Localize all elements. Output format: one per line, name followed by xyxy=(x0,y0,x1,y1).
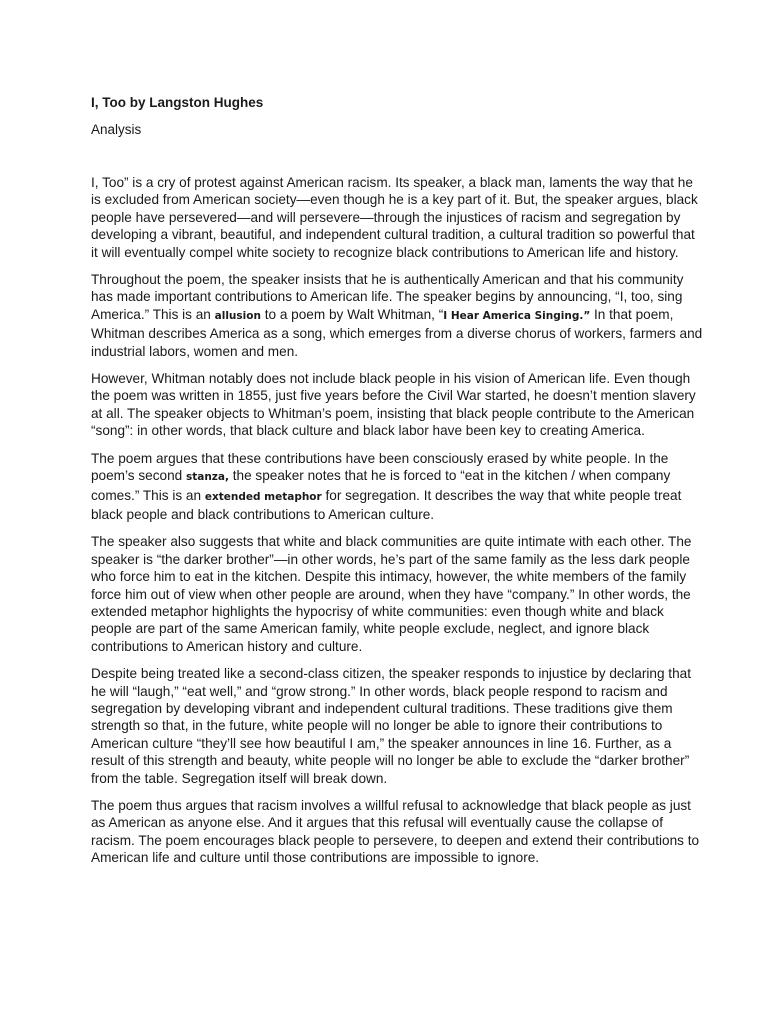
paragraph xyxy=(91,533,705,655)
paragraph xyxy=(91,370,705,440)
paragraph-text: the speaker notes that he is forced to “eat in the kitchen / when company comes.” This is an xyxy=(91,468,671,503)
paragraph xyxy=(91,450,705,524)
literary-term: I Hear America Singing.” xyxy=(443,309,591,322)
paragraph xyxy=(91,797,705,867)
paragraph-text: I, Too” is a cry of protest against American racism. Its speaker, a black man, laments the way that he is excluded from American society—even though he is a key part of it. But, the speaker argues, black people have persevered—and will persevere—through the injustices of racism and segregation by developing a vibrant, beautiful, and independent cultural tradition, a cultural tradition so powerful that it will eventually compel white society to recognize black contributions to American life and history. xyxy=(91,175,698,260)
literary-term: allusion xyxy=(214,309,261,322)
paragraph-text: Throughout the poem, the speaker insists that he is authentically American and that his community has made important contributions to American life. The speaker begins by announcing, “I, too, sing America.” This is an xyxy=(91,272,684,322)
paragraph xyxy=(91,174,705,261)
literary-term: extended metaphor xyxy=(204,490,322,503)
document-page xyxy=(91,94,705,877)
paragraph-text: Despite being treated like a second-class citizen, the speaker responds to injustice by declaring that he will “laugh,” “eat well,” and “grow strong.” In other words, black people respond to racism and segregation by developing vibrant and independent cultural traditions. These traditions give them strength so that, in the future, white people will no longer be able to ignore their contributions to American culture “they’ll see how beautiful I am,” the speaker announces in line 16. Further, as a result of this strength and beauty, white people will no longer be able to exclude the “darker brother” from the table. Segregation itself will break down. xyxy=(91,666,691,786)
paragraph-text: The poem thus argues that racism involves a willful refusal to acknowledge that black people as just as American as anyone else. And it argues that this refusal will eventually cause the collapse of racism. The poem encourages black people to persevere, to deepen and extend their contributions to American life and culture until those contributions are impossible to ignore. xyxy=(91,798,700,866)
paragraph xyxy=(91,271,705,360)
paragraph-text: However, Whitman notably does not include black people in his vision of American life. Even though the poem was written in 1855, just five years before the Civil War started, he doesn’t mention slavery at all. The speaker objects to Whitman’s poem, insisting that black people contribute to the American “song”: in other words, that black culture and black labor have been key to creating America. xyxy=(91,371,696,439)
paragraph xyxy=(91,665,705,787)
document-body xyxy=(91,174,705,867)
literary-term: stanza, xyxy=(185,471,229,484)
paragraph-text: The speaker also suggests that white and black communities are quite intimate with each other. The speaker is “the darker brother”—in other words, he’s part of the same family as the less dark people who force him to eat in the kitchen. Despite this intimacy, however, the white members of the family force him out of view when other people are around, when they have “company.” In other words, the extended metaphor highlights the hypocrisy of white communities: even though white and black people are part of the same American family, white people exclude, neglect, and ignore black contributions to American history and culture. xyxy=(91,534,692,654)
paragraph-text: for segregation. It describes the way that white people treat black people and black contributions to American culture. xyxy=(91,487,682,522)
paragraph-text: The poem argues that these contributions have been consciously erased by white people. In the poem’s second xyxy=(91,450,669,484)
paragraph-text: to a poem by Walt Whitman, “ xyxy=(260,306,444,322)
paragraph-text: In that poem, Whitman describes America as a song, which emerges from a diverse chorus of workers, farmers and industrial labors, women and men. xyxy=(91,306,703,359)
document-subtitle: Analysis xyxy=(91,122,142,137)
document-title: I, Too by Langston Hughes xyxy=(91,95,264,110)
